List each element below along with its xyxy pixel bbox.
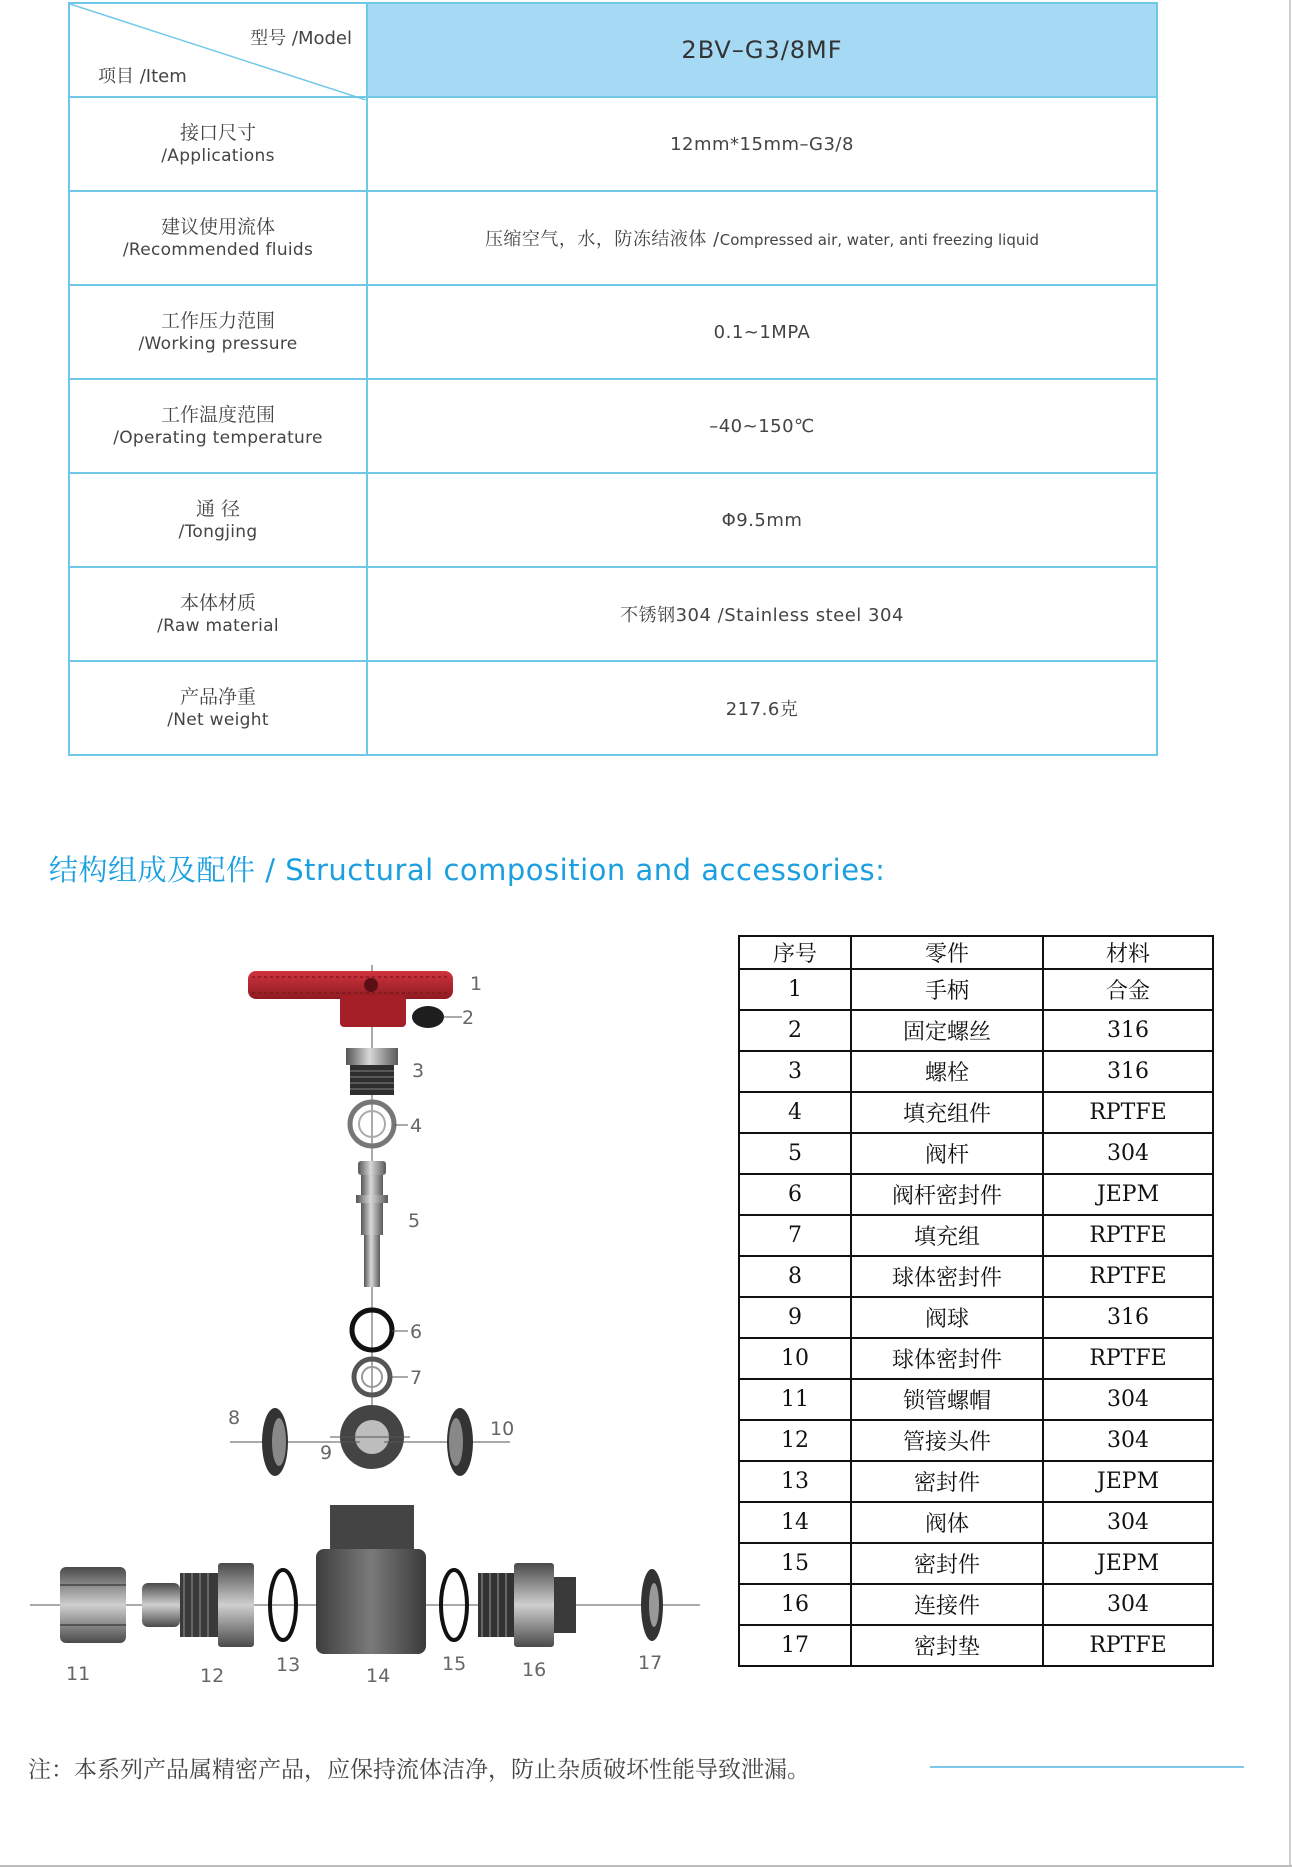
parts-row [739,1051,1213,1092]
spec-row-label [69,191,367,285]
callout-1: 1 [470,973,483,995]
callout-4: 4 [410,1115,423,1137]
part-name: 球体密封件 [851,1338,1043,1379]
spec-label-en: /Net weight [167,710,269,730]
part-no: 8 [739,1256,851,1297]
callout-10: 10 [490,1418,515,1440]
spec-label-en: /Working pressure [138,334,298,354]
part-name: 阀球 [851,1297,1043,1338]
spec-row-label [69,567,367,661]
parts-header-material: 材料 [1043,936,1213,969]
callout-7: 7 [410,1367,423,1389]
part-material: RPTFE [1043,1338,1213,1379]
callout-3: 3 [412,1060,425,1082]
part-connector [478,1563,576,1647]
part-material: 304 [1043,1420,1213,1461]
spec-row-value: 12mm*15mm–G3/8 [367,97,1157,191]
spec-label-en: /Recommended fluids [122,240,314,260]
part-no: 4 [739,1092,851,1133]
spec-table [68,2,1158,756]
part-name: 球体密封件 [851,1256,1043,1297]
spec-row-label [69,473,367,567]
part-material: JEPM [1043,1461,1213,1502]
spec-label-en: /Applications [161,146,275,166]
callout-2: 2 [462,1007,475,1029]
parts-table [738,935,1214,1667]
part-no: 14 [739,1502,851,1543]
part-material: JEPM [1043,1543,1213,1584]
part-name: 密封垫 [851,1625,1043,1666]
spec-row-value: 217.6克 [367,661,1157,755]
part-material: 316 [1043,1051,1213,1092]
callout-17: 17 [638,1652,663,1674]
spec-row-value: 0.1~1MPA [367,285,1157,379]
spec-value-zh: 压缩空气，水，防冻结液体 / [484,229,720,250]
part-material: 304 [1043,1502,1213,1543]
part-no: 17 [739,1625,851,1666]
parts-row [739,1543,1213,1584]
part-ball-seal-left [230,1408,360,1476]
page-edge-right [1289,0,1291,1867]
parts-header-row [739,936,1213,969]
part-name: 阀体 [851,1502,1043,1543]
spec-row [69,567,1157,661]
part-no: 15 [739,1543,851,1584]
spec-label-zh: 建议使用流体 [160,216,275,238]
parts-row [739,1215,1213,1256]
part-material: 304 [1043,1133,1213,1174]
part-packing-assembly [350,1102,408,1146]
part-material: 合金 [1043,969,1213,1010]
callout-12: 12 [200,1665,225,1687]
spec-label-zh: 工作温度范围 [160,404,275,426]
spec-row-value [367,191,1157,285]
parts-row [739,969,1213,1010]
parts-row [739,1502,1213,1543]
section-title: 结构组成及配件 / Structural composition and accessories: [49,853,886,887]
spec-row-label [69,661,367,755]
part-stem-seal [352,1310,408,1350]
callout-8: 8 [228,1407,241,1429]
spec-label-en: /Operating temperature [113,428,323,448]
spec-header-diagonal-cell [69,3,367,97]
spec-header-row [69,3,1157,97]
footnote: 注：本系列产品属精密产品，应保持流体洁净，防止杂质破坏性能导致泄漏。 [28,1757,810,1783]
part-no: 12 [739,1420,851,1461]
spec-value-en: Compressed air, water, anti freezing liquid [719,231,1040,249]
part-name: 填充组件 [851,1092,1043,1133]
part-no: 6 [739,1174,851,1215]
parts-row [739,1010,1213,1051]
spec-row [69,661,1157,755]
spec-row [69,97,1157,191]
part-material: 316 [1043,1010,1213,1051]
spec-label-zh: 通 径 [195,498,241,520]
part-no: 9 [739,1297,851,1338]
part-name: 管接头件 [851,1420,1043,1461]
part-name: 固定螺丝 [851,1010,1043,1051]
spec-label-zh: 产品净重 [179,686,256,708]
part-no: 3 [739,1051,851,1092]
part-valve-body [316,1505,426,1654]
spec-row-value: 不锈钢304 /Stainless steel 304 [367,567,1157,661]
spec-row-label [69,97,367,191]
part-name: 手柄 [851,969,1043,1010]
part-material: RPTFE [1043,1215,1213,1256]
model-label: 型号 /Model [250,28,352,49]
parts-header-no: 序号 [739,936,851,969]
part-no: 7 [739,1215,851,1256]
spec-label-zh: 本体材质 [179,592,256,614]
part-lock-nut [60,1567,126,1643]
part-no: 1 [739,969,851,1010]
part-name: 阀杆 [851,1133,1043,1174]
spec-label-en: /Tongjing [178,522,258,542]
part-name: 锁管螺帽 [851,1379,1043,1420]
part-no: 13 [739,1461,851,1502]
part-stem [356,1161,388,1287]
parts-header-part: 零件 [851,936,1043,969]
part-no: 16 [739,1584,851,1625]
spec-row [69,473,1157,567]
exploded-view-drawing [30,955,710,1695]
parts-row [739,1584,1213,1625]
callout-16: 16 [522,1659,547,1681]
callout-6: 6 [410,1321,423,1343]
parts-row [739,1297,1213,1338]
part-no: 5 [739,1133,851,1174]
parts-row [739,1461,1213,1502]
spec-row [69,285,1157,379]
callout-11: 11 [66,1663,91,1685]
part-material: 304 [1043,1379,1213,1420]
model-value: 2BV–G3/8MF [367,3,1157,97]
part-material: RPTFE [1043,1256,1213,1297]
part-packing-set [354,1359,408,1395]
parts-row [739,1625,1213,1666]
part-name: 连接件 [851,1584,1043,1625]
callout-5: 5 [408,1210,421,1232]
part-name: 密封件 [851,1461,1043,1502]
callout-14: 14 [366,1665,391,1687]
spec-row-label [69,379,367,473]
parts-row [739,1338,1213,1379]
footnote-rule [930,1766,1244,1768]
spec-row-value: Φ9.5mm [367,473,1157,567]
part-name: 螺栓 [851,1051,1043,1092]
part-material: 304 [1043,1584,1213,1625]
part-material: JEPM [1043,1174,1213,1215]
part-no: 2 [739,1010,851,1051]
part-material: 316 [1043,1297,1213,1338]
part-no: 10 [739,1338,851,1379]
part-name: 阀杆密封件 [851,1174,1043,1215]
parts-row [739,1133,1213,1174]
callout-15: 15 [442,1653,467,1675]
spec-label-zh: 接口尺寸 [179,122,256,144]
callout-13: 13 [276,1654,301,1676]
spec-row [69,379,1157,473]
parts-row [739,1092,1213,1133]
callout-9: 9 [320,1442,333,1464]
parts-row [739,1420,1213,1461]
part-material: RPTFE [1043,1092,1213,1133]
part-set-screw [412,1006,462,1028]
part-ball [330,1405,410,1469]
part-name: 填充组 [851,1215,1043,1256]
part-name: 密封件 [851,1543,1043,1584]
parts-row [739,1379,1213,1420]
part-gasket [641,1569,663,1641]
item-label: 项目 /Item [98,66,187,87]
part-pipe-fitting [142,1563,254,1647]
part-no: 11 [739,1379,851,1420]
part-material: RPTFE [1043,1625,1213,1666]
parts-row [739,1174,1213,1215]
spec-label-en: /Raw material [157,616,279,636]
part-bolt [346,1048,398,1095]
parts-row [739,1256,1213,1297]
spec-label-zh: 工作压力范围 [160,310,275,332]
spec-row [69,191,1157,285]
spec-row-label [69,285,367,379]
spec-row-value: –40~150℃ [367,379,1157,473]
